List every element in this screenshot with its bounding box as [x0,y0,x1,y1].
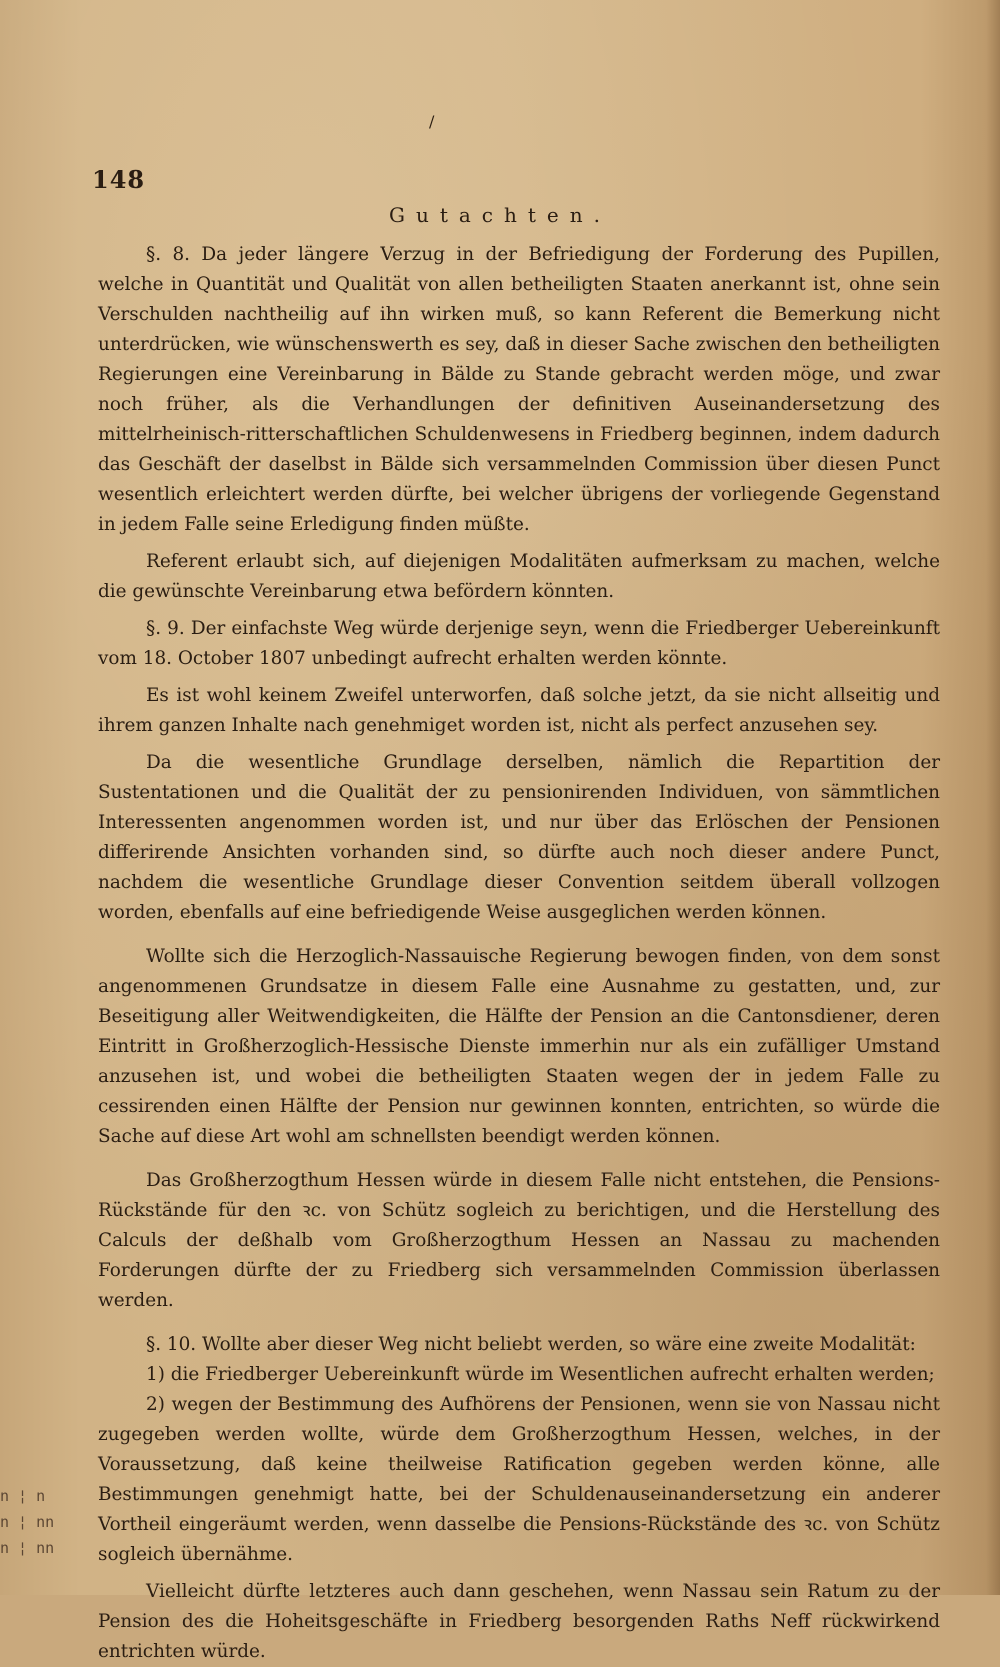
paragraph-not-perfect: Es ist wohl keinem Zweifel unterworfen, daß solche jetzt, da sie nicht allseitig und ihrem ganzen Inhalte nach genehmiget worden ist, nicht als perfect anzusehen sey. [98,685,940,736]
paragraph-nassau-government: Wollte sich die Herzoglich-Nassauische Regierung bewogen finden, von dem sonst angenommenen Grundsatze in diesem Falle eine Ausnahme zu gestatten, und, zur Beseitigung aller Weitwendigkeiten, die Hälfte der Pension an die Cantonsdiener, deren Eintritt in Großherzoglich-Hessische Dienste immerhin nur als ein zufälliger Umstand anzusehen ist, und wobei die betheiligten Staaten wegen der in jedem Falle zu cessirenden einen Hälfte der Pension nur gewinnen konnten, entrichten, so würde die Sache auf diese Art wohl am schnellsten beendigt werden können. [98,946,940,1147]
page-number: 148 [92,165,146,194]
paragraph-section-10: §. 10. Wollte aber dieser Weg nicht beliebt werden, so wäre eine zweite Modalität: [146,1334,916,1355]
paragraph-hessen: Das Großherzogthum Hessen würde in diesem Falle nicht entstehen, die Pensions-Rückstände für den ꝛc. von Schütz sogleich zu berichtigen, und die Herstellung des Calculs der deßhalb vom Großherzogthum Hessen an Nassau zu machenden Forderungen dürfte der zu Friedberg sich versammelnden Commission überlassen werden. [98,1170,940,1311]
margin-mark: n ¦ nn [0,1513,55,1531]
margin-mark: n ¦ n [0,1487,46,1505]
tick-mark: / [429,112,435,131]
paragraph-repartition: Da die wesentliche Grundlage derselben, nämlich die Repartition der Sustentationen und die Qualität der zu pensionirenden Individuen, von sämmtlichen Interessenten angenommen worden ist, und nur über das Erlöschen der Pensionen differirende Ansichten vorhanden sind, so dürfte auch noch dieser andere Punct, nachdem die wesentliche Grundlage dieser Convention seitdem überall vollzogen worden, ebenfalls auf eine befriedigende Weise ausgeglichen werden können. [98,752,940,923]
list-item-1: 1) die Friedberger Uebereinkunft würde im Wesentlichen aufrecht erhalten werden; [146,1364,935,1385]
margin-marks [0,1483,54,1595]
paragraph-section-8: §. 8. Da jeder längere Verzug in der Befriedigung der Forderung des Pupillen, welche in Quantität und Qualität von allen betheiligten Staaten anerkannt ist, ohne sein Verschulden nachtheilig auf ihn wirken muß, so kann Referent die Bemerkung nicht unterdrücken, wie wünschenswerth es sey, daß in dieser Sache zwischen den betheiligten Regierungen eine Vereinbarung in Bälde zu Stande gebracht werden möge, und zwar noch früher, als die Verhandlungen der definitiven Auseinandersetzung des mittelrheinisch-ritterschaftlichen Schuldenwesens in Friedberg beginnen, indem dadurch das Geschäft der daselbst in Bälde sich versammelnden Commission über diesen Punct wesentlich erleichtert werden dürfte, bei welcher übrigens der vorliegende Gegenstand in jedem Falle seine Erledigung finden müßte. [98,244,940,535]
margin-mark: n ¦ nn [0,1539,55,1557]
paragraph-section-9: §. 9. Der einfachste Weg würde derjenige seyn, wenn die Friedberger Uebereinkunft vom 18. October 1807 unbedingt aufrecht erhalten werden könnte. [98,618,940,669]
page-heading: Gutachten. [388,203,611,227]
paragraph-perhaps: Vielleicht dürfte letzteres auch dann geschehen, wenn Nassau sein Ratum zu der Pension des die Hoheitsgeschäfte in Friedberg besorgenden Raths Neff rückwirkend entrichten würde. [98,1581,940,1662]
page-edge-shadow [986,0,1000,1595]
paragraph-modalities-intro: Referent erlaubt sich, auf diejenigen Modalitäten aufmerksam zu machen, welche die gewünschte Vereinbarung etwa befördern könnten. [98,551,940,602]
list-item-2: 2) wegen der Bestimmung des Aufhörens der Pensionen, wenn sie von Nassau nicht zugegeben werden wollte, würde dem Großherzogthum Hessen, welches, in der Voraussetzung, daß keine theilweise Ratification gegeben werden könne, alle Bestimmungen genehmigt hatte, bei der Schuldenauseinandersetzung ein anderer Vortheil eingeräumt werden, wenn dasselbe die Pensions-Rückstände des ꝛc. von Schütz sogleich übernähme. [98,1394,940,1565]
body-text [98,240,940,1667]
